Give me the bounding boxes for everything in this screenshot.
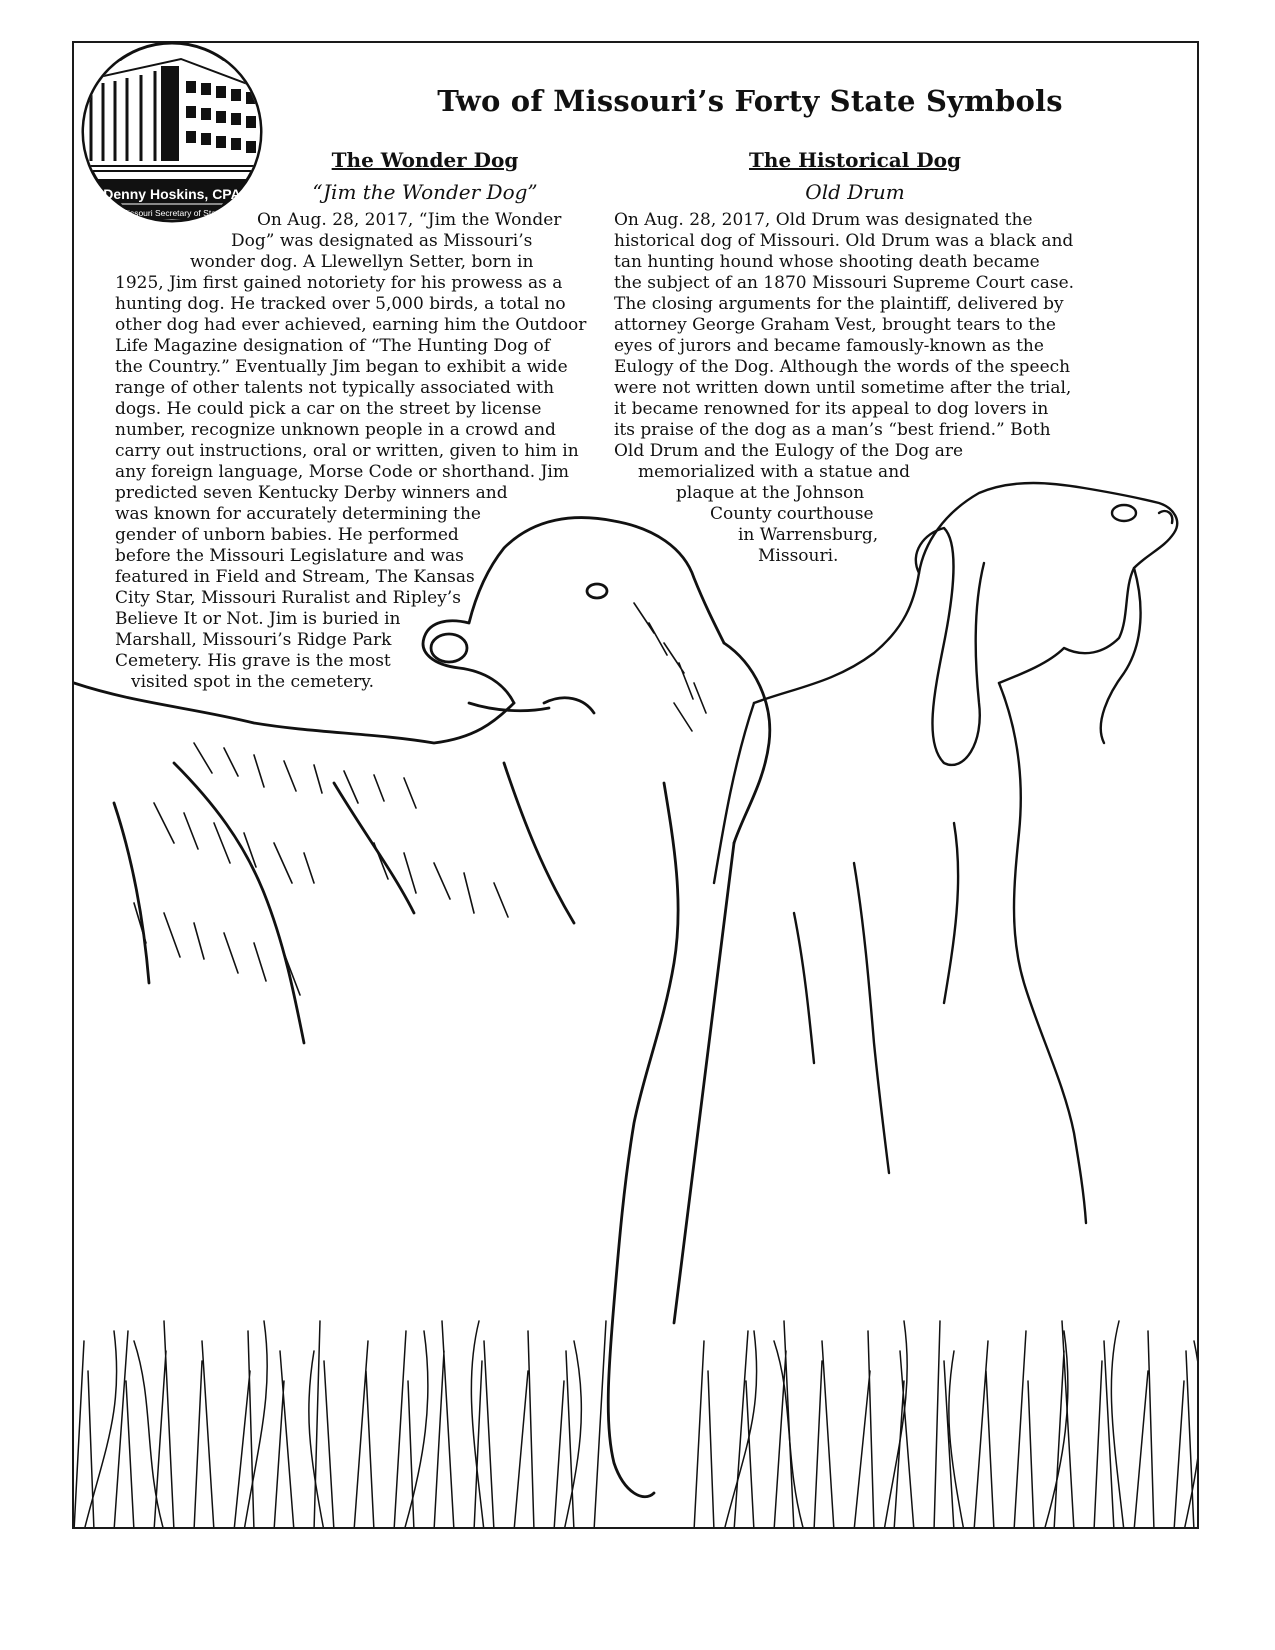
right-line: tan hunting hound whose shooting death became: [614, 252, 1040, 272]
right-line: were not written down until sometime after the trial,: [614, 378, 1072, 398]
left-heading: The Wonder Dog: [331, 148, 519, 172]
secretary-of-state-seal: [61, 41, 284, 223]
grass-strokes: [74, 1321, 1199, 1529]
left-line: dogs. He could pick a car on the street by license: [115, 399, 542, 419]
right-line: it became renowned for its appeal to dog lovers in: [614, 399, 1049, 419]
right-line: its praise of the dog as a man’s “best friend.” Both: [614, 420, 1051, 440]
right-body: [614, 210, 1074, 567]
left-line: hunting dog. He tracked over 5,000 birds, a total no: [115, 294, 566, 314]
right-line: eyes of jurors and became famously-known as the: [614, 336, 1044, 356]
right-heading: The Historical Dog: [749, 148, 961, 172]
right-line: plaque at the Johnson: [676, 483, 865, 503]
right-line: attorney George Graham Vest, brought tears to the: [614, 315, 1056, 335]
left-line: Cemetery. His grave is the most: [115, 651, 391, 671]
page-title: Two of Missouri’s Forty State Symbols: [437, 84, 1063, 118]
right-subheading: Old Drum: [805, 180, 905, 204]
left-line: wonder dog. A Llewellyn Setter, born in: [190, 252, 534, 272]
right-line: On Aug. 28, 2017, Old Drum was designated the: [614, 210, 1033, 230]
seal-office: Missouri Secretary of State: [120, 208, 224, 218]
left-line: On Aug. 28, 2017, “Jim the Wonder: [257, 210, 562, 230]
left-line: other dog had ever achieved, earning him the Outdoor: [115, 315, 587, 335]
right-line: Missouri.: [758, 546, 839, 566]
left-line: Believe It or Not. Jim is buried in: [115, 609, 401, 629]
seal-name: Denny Hoskins, CPA: [103, 186, 241, 202]
left-line: gender of unborn babies. He performed: [115, 525, 459, 545]
left-body: [115, 210, 587, 693]
left-line: 1925, Jim first gained notoriety for his prowess as a: [115, 273, 563, 293]
left-line: before the Missouri Legislature and was: [115, 546, 464, 566]
left-line: Life Magazine designation of “The Hunting Dog of: [115, 336, 551, 356]
right-line: The closing arguments for the plaintiff, delivered by: [614, 294, 1064, 314]
left-line: number, recognize unknown people in a crowd and: [115, 420, 556, 440]
right-line: Eulogy of the Dog. Although the words of the speech: [614, 357, 1071, 377]
right-line: County courthouse: [710, 504, 874, 524]
left-line: City Star, Missouri Ruralist and Ripley’s: [115, 588, 461, 608]
left-line: visited spot in the cemetery.: [131, 672, 375, 692]
left-line: the Country.” Eventually Jim began to exhibit a wide: [115, 357, 568, 377]
left-line: any foreign language, Morse Code or shorthand. Jim: [115, 462, 569, 482]
left-line: carry out instructions, oral or written, given to him in: [115, 441, 579, 461]
right-line: Old Drum and the Eulogy of the Dog are: [614, 441, 964, 461]
left-line: predicted seven Kentucky Derby winners and: [115, 483, 508, 503]
right-line: in Warrensburg,: [738, 525, 879, 545]
left-line: Dog” was designated as Missouri’s: [231, 231, 533, 251]
old-drum-hound-drawing: [714, 483, 1177, 1223]
left-line: was known for accurately determining the: [115, 504, 481, 524]
right-line: the subject of an 1870 Missouri Supreme Court case.: [614, 273, 1075, 293]
left-line: range of other talents not typically associated with: [115, 378, 555, 398]
left-subheading: “Jim the Wonder Dog”: [312, 180, 538, 204]
left-line: featured in Field and Stream, The Kansas: [115, 567, 475, 587]
left-line: Marshall, Missouri’s Ridge Park: [115, 630, 392, 650]
right-line: memorialized with a statue and: [638, 462, 911, 482]
right-line: historical dog of Missouri. Old Drum was a black and: [614, 231, 1074, 251]
